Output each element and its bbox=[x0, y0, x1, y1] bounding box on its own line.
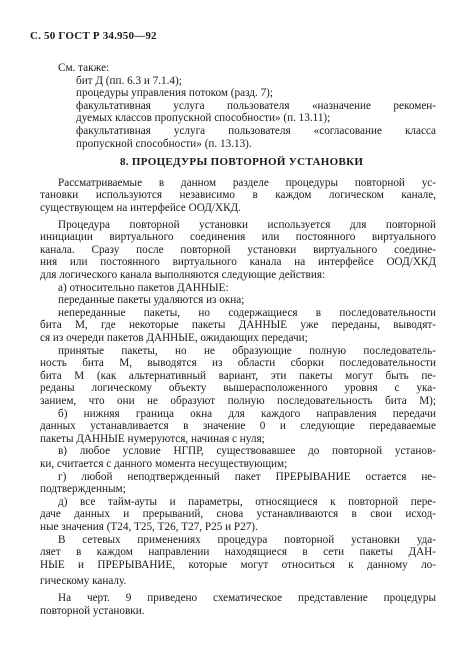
body-line: занием, что они не образуют полную последовательность бита М); bbox=[40, 395, 436, 407]
body-line: ные значения (Т24, Т25, Т26, Т27, Р25 и Р27). bbox=[40, 521, 258, 533]
body-line: для логического канала выполняются следующие действия: bbox=[40, 269, 326, 281]
body-line: б) нижняя граница окна для каждого направления передачи bbox=[58, 407, 436, 420]
body-line: На черт. 9 приведено схематическое представление процедуры bbox=[58, 592, 436, 604]
page-header: С. 50 ГОСТ Р 34.950—92 bbox=[30, 30, 157, 42]
body-line: В сетевых применениях процедура повторной установки уда- bbox=[58, 533, 436, 546]
body-line: ность бита М, выводятся из области сборки последовательности bbox=[40, 357, 436, 370]
body-line: г) любой неподтвержденный пакет ПРЕРЫВАНИЕ остается не- bbox=[58, 470, 436, 483]
body-line: ки, считается с данного момента несуществующим; bbox=[40, 458, 288, 470]
body-line: переданные пакеты удаляются из окна; bbox=[58, 294, 245, 307]
body-line: ляет в каждом направлении находящиеся в сети пакеты ДАН- bbox=[40, 546, 436, 559]
see-also-label: См. также: bbox=[58, 62, 110, 74]
body-line: ся из очереди пакетов ДАННЫЕ, ожидающих передачи; bbox=[40, 332, 308, 344]
body-line: а) относительно пакетов ДАННЫЕ: bbox=[58, 281, 229, 294]
body-line: гическому каналу. bbox=[40, 575, 127, 588]
body-line: инициации виртуального соединения или постоянного виртуального bbox=[40, 231, 436, 244]
section-heading: 8. ПРОЦЕДУРЫ ПОВТОРНОЙ УСТАНОВКИ bbox=[120, 156, 364, 169]
body-line: даче данных и прерываний, снова устанавливаются в свои исход- bbox=[40, 508, 436, 521]
body-line: Рассматриваемые в данном разделе процедуры повторной ус- bbox=[58, 176, 436, 189]
see-also-item: факультативная услуга пользователя «согласование класса bbox=[76, 125, 436, 137]
body-line: подтвержденным; bbox=[40, 483, 126, 496]
body-line: данных устанавливается в значение 0 и следующие передаваемые bbox=[40, 420, 436, 433]
see-also-item: бит Д (пп. 6.3 и 7.1.4); bbox=[76, 74, 182, 87]
body-line: НЫЕ и ПРЕРЫВАНИЕ, которые могут относиться к данному ло- bbox=[40, 558, 436, 571]
body-line: бита М, где некоторые пакеты ДАННЫЕ уже переданы, выводят- bbox=[40, 319, 436, 332]
body-line: Процедура повторной установки используется для повторной bbox=[58, 218, 436, 231]
see-also-item: дуемых классов пропускной способности» (п. 13.11); bbox=[76, 112, 331, 125]
body-line: непереданные пакеты, но содержащиеся в последовательности bbox=[58, 306, 436, 319]
body-line: ния или постоянного виртуального канала на интерфейсе ООД/ХКД bbox=[40, 256, 436, 269]
body-line: пакеты ДАННЫЕ нумеруются, начиная с нуля; bbox=[40, 432, 265, 445]
body-line: бита М (как альтернативный вариант, эти пакеты могут быть пе- bbox=[40, 369, 436, 382]
see-also-item: пропускной способности» (п. 13.13). bbox=[76, 137, 252, 150]
see-also-item: процедуры управления потоком (разд. 7); bbox=[76, 87, 274, 100]
body-line: канала. Сразу после повторной установки виртуального соедине- bbox=[40, 243, 436, 256]
body-line: существующем на интерфейсе ООД/ХКД. bbox=[40, 202, 241, 214]
body-line: принятые пакеты, но не образующие полную последователь- bbox=[58, 344, 436, 357]
see-also-item: факультативная услуга пользователя «назначение рекомен- bbox=[76, 99, 436, 112]
body-line: в) любое условие НГПР, существовавшее до повторной установ- bbox=[58, 445, 436, 458]
body-line: тановки используются независимо в каждом логическом канале, bbox=[40, 189, 436, 202]
body-line: реданы логическому объекту вышерасположенного уровня с ука- bbox=[40, 382, 436, 395]
body-line: повторной установки. bbox=[40, 604, 145, 617]
body-line: д) все тайм-ауты и параметры, относящиеся к повторной пере- bbox=[58, 495, 436, 508]
